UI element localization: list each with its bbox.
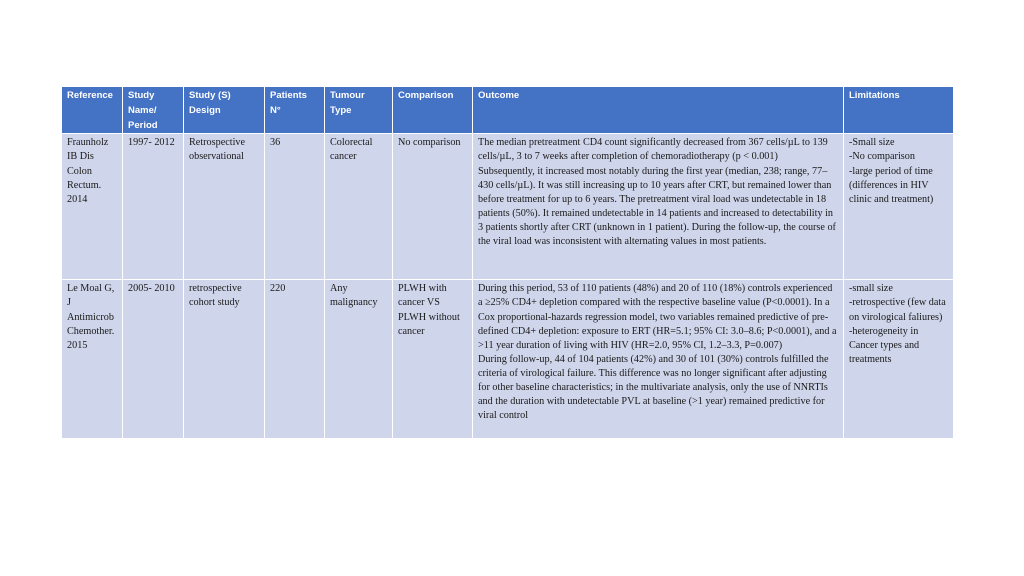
cell-tumour: Any malignancy (325, 280, 393, 439)
header-reference: Reference (62, 87, 123, 134)
header-tumour-type: Tumour Type (325, 87, 393, 134)
cell-patients: 36 (265, 134, 325, 280)
cell-limitations: -Small size -No comparison -large period of time (differences in HIV clinic and treatment) (844, 134, 954, 280)
cell-limitations: -small size -retrospective (few data on virological faliures) -heterogeneity in Cancer types and treatments (844, 280, 954, 439)
cell-reference: Fraunholz IB Dis Colon Rectum. 2014 (62, 134, 123, 280)
header-outcome: Outcome (473, 87, 844, 134)
cell-outcome: During this period, 53 of 110 patients (48%) and 20 of 110 (18%) controls experienced a ≥25% CD4+ depletion compared with the respective baseline value (P<0.0001). In a Cox proportional-hazards regression model, two variables remained predictive of pre-defined CD4+ depletion: exposure to ERT (HR=5.1; 95% CI: 3.0–8.6; P<0.0001), and a >11 year duration of living with HIV (HR=2.0, 95% CI, 1.2–3.3, P=0.007) During follow-up, 44 of 104 patients (42%) and 30 of 101 (30%) controls fulfilled the criteria of virological failure. This difference was no longer significant after adjusting for other baseline characteristics; in the multivariate analysis, only the use of NNRTIs and the duration with undetectable PVL at baseline (>1 year) remained predictive for viral control (473, 280, 844, 439)
cell-tumour: Colorectal cancer (325, 134, 393, 280)
header-study-design: Study (S) Design (184, 87, 265, 134)
header-study-period: Study Name/ Period (123, 87, 184, 134)
cell-period: 1997- 2012 (123, 134, 184, 280)
cell-comparison: No comparison (393, 134, 473, 280)
cell-design: retrospective cohort study (184, 280, 265, 439)
header-patients: Patients N° (265, 87, 325, 134)
table-row (62, 134, 954, 280)
cell-patients: 220 (265, 280, 325, 439)
cell-design: Retrospective observational (184, 134, 265, 280)
header-limitations: Limitations (844, 87, 954, 134)
cell-period: 2005- 2010 (123, 280, 184, 439)
header-comparison: Comparison (393, 87, 473, 134)
studies-table (61, 86, 954, 439)
cell-comparison: PLWH with cancer VS PLWH without cancer (393, 280, 473, 439)
header-row (62, 87, 954, 134)
table-row (62, 280, 954, 439)
cell-outcome: The median pretreatment CD4 count significantly decreased from 367 cells/µL to 139 cells/µL, 3 to 7 weeks after completion of chemoradiotherapy (p < 0.001) Subsequently, it increased most notably during the first year (median, 238; range, 77–430 cells/µL). It was still increasing up to 10 years after CRT, but remained lower than before treatment for up to 6 years. The pretreatment viral load was undetectable in 18 patients (50%). It remained undetectable in 14 patients and increased to detectability in 3 patients shortly after CRT (unknown in 1 patient). During the follow-up, the course of the viral load was inconsistent with alternating values in most patients. (473, 134, 844, 280)
cell-reference: Le Moal G, J Antimicrob Chemother. 2015 (62, 280, 123, 439)
